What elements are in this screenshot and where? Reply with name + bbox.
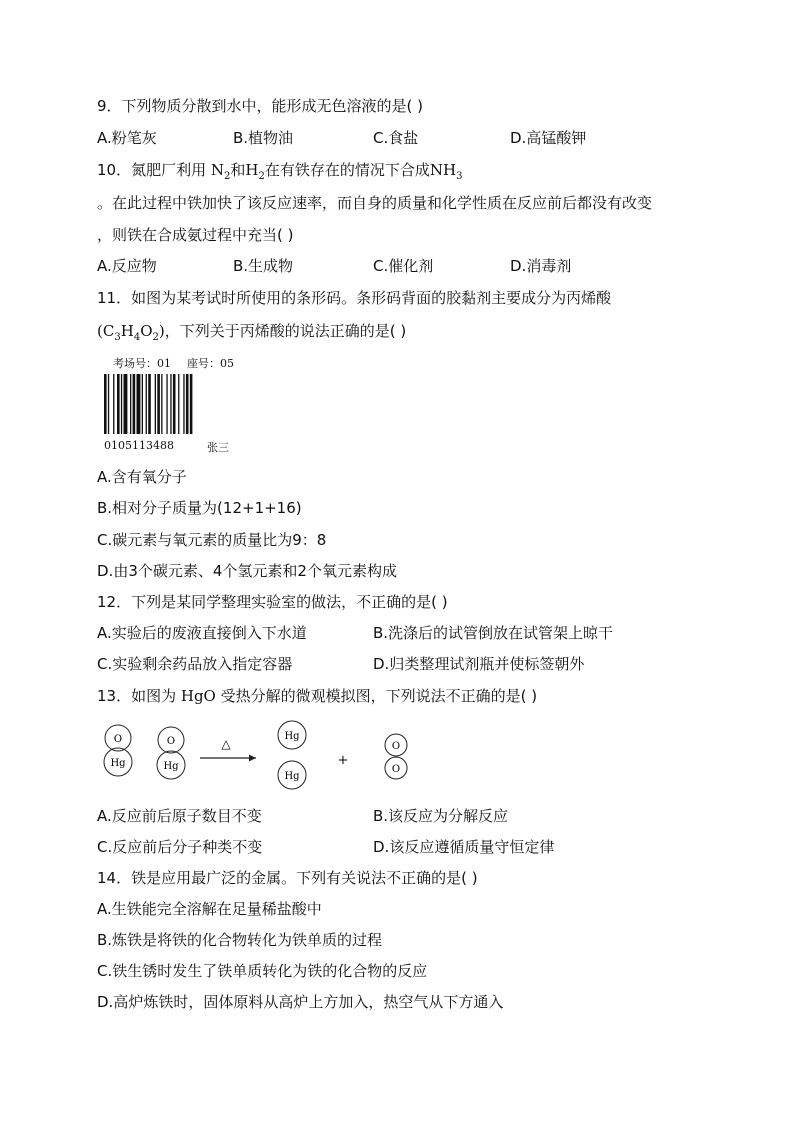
barcode-bar <box>178 374 179 434</box>
barcode-bar <box>142 374 143 434</box>
q11-option-b: B.相对分子质量为(12+1+16) <box>97 499 302 517</box>
q9-option-a: A.粉笔灰 <box>97 129 157 147</box>
o2-molecule <box>385 734 407 779</box>
barcode-bar <box>146 374 147 434</box>
q13-formula: HgO <box>180 687 216 705</box>
barcode-bar <box>161 374 162 434</box>
q11-formula-close: ) <box>158 322 165 340</box>
q13-stem-b: 受热分解的微观模拟图，下列说法不正确的是( ) <box>215 687 538 705</box>
q11-o-sub: 2 <box>152 332 159 343</box>
barcode-bar <box>117 374 120 434</box>
q14-option-c: C.铁生锈时发生了铁单质转化为铁的化合物的反应 <box>97 962 428 980</box>
barcode-bar <box>186 374 189 434</box>
barcode-figure <box>101 352 251 458</box>
atom-o-label: O <box>113 734 123 745</box>
q9-option-d: D.高锰酸钾 <box>510 129 587 147</box>
barcode-bar <box>104 374 107 434</box>
barcode-seat: 座号：05 <box>187 357 234 370</box>
q11-stem2 <box>97 321 406 344</box>
q13-option-c: C.反应前后分子种类不变 <box>97 838 263 856</box>
q10-line2: 。在此过程中铁加快了该反应速率，而自身的质量和化学性质在反应前后都没有改变 <box>97 194 653 212</box>
plus-sign: + <box>337 753 349 768</box>
barcode-bar <box>190 374 193 434</box>
q9-option-c: C.食盐 <box>373 129 419 147</box>
q13-stem-a: 13．如图为 <box>97 687 181 705</box>
barcode-bar <box>108 374 109 434</box>
hgo-decomposition-diagram <box>96 716 426 792</box>
hgo-molecule-1 <box>104 725 132 776</box>
barcode-bar <box>137 374 141 434</box>
atom-hg-label: Hg <box>284 771 300 782</box>
q10-h: H <box>245 161 259 179</box>
atom-hg-label: Hg <box>284 731 300 742</box>
q10-nh: NH <box>429 161 457 179</box>
barcode-room: 考场号：01 <box>113 357 171 370</box>
q12-option-d: D.归类整理试剂瓶并使标签朝外 <box>373 655 585 673</box>
hg-atom-2 <box>278 761 306 789</box>
atom-o-label: O <box>166 736 176 747</box>
q10-and: 和 <box>230 161 246 179</box>
q12-option-c: C.实验剩余药品放入指定容器 <box>97 655 293 673</box>
q13-option-d: D.该反应遵循质量守恒定律 <box>373 838 555 856</box>
q10-n: N <box>210 161 224 179</box>
q11-c-sub: 3 <box>114 332 121 343</box>
reaction-arrow-head <box>249 755 256 762</box>
q10-h-sub: 2 <box>258 171 265 182</box>
barcode-bars <box>104 374 244 434</box>
heat-symbol: △ <box>221 737 231 751</box>
q13-stem <box>97 686 537 706</box>
barcode-bar <box>183 374 184 434</box>
barcode-bar <box>155 374 156 434</box>
barcode-bar <box>166 374 167 434</box>
atom-o-label: O <box>391 741 401 752</box>
q11-option-d: D.由3个碳元素、4个氢元素和2个氧元素构成 <box>97 562 397 580</box>
q10-option-c: C.催化剂 <box>373 257 434 275</box>
q10-option-a: A.反应物 <box>97 257 157 275</box>
q14-option-b: B.炼铁是将铁的化合物转化为铁单质的过程 <box>97 931 383 949</box>
barcode-bar <box>124 374 128 434</box>
barcode-bar <box>133 374 136 434</box>
q10-stem-b: 在有铁存在的情况下合成 <box>264 161 430 179</box>
barcode-bar <box>121 374 122 434</box>
q11-o: O <box>140 322 153 340</box>
barcode-name: 张三 <box>207 441 229 454</box>
barcode-bar <box>148 374 151 434</box>
q11-h-sub: 4 <box>133 332 141 343</box>
q10-nh-sub: 3 <box>456 171 463 182</box>
q9-stem: 9．下列物质分散到水中，能形成无色溶液的是( ) <box>97 97 424 115</box>
q11-stem: 11．如图为某考试时所使用的条形码。条形码背面的胶黏剂主要成分为丙烯酸 <box>97 289 612 307</box>
q10-stem-a: 10．氮肥厂利用 <box>97 161 211 179</box>
barcode-bar <box>157 374 160 434</box>
barcode-bar <box>113 374 114 434</box>
q14-option-a: A.生铁能完全溶解在足量稀盐酸中 <box>97 900 322 918</box>
q13-option-a: A.反应前后原子数目不变 <box>97 807 262 825</box>
q11-option-a: A.含有氧分子 <box>97 468 187 486</box>
barcode-bar <box>170 374 171 434</box>
q11-h: H <box>120 322 134 340</box>
q12-option-b: B.洗涤后的试管倒放在试管架上晾干 <box>373 624 614 642</box>
q9-option-b: B.植物油 <box>233 129 294 147</box>
atom-hg-label: Hg <box>110 758 126 769</box>
q14-option-d: D.高炉炼铁时，固体原料从高炉上方加入，热空气从下方通入 <box>97 993 504 1011</box>
atom-o-label: O <box>391 764 401 775</box>
q10-stem <box>97 160 462 183</box>
barcode-bar <box>173 374 176 434</box>
barcode-number: 0105113488 <box>104 439 174 452</box>
q10-line3: ，则铁在合成氨过程中充当( ) <box>97 226 294 244</box>
q11-stem2-text: ，下列关于丙烯酸的说法正确的是( ) <box>164 322 407 340</box>
q11-formula-open: (C <box>97 322 115 340</box>
q12-option-a: A.实验后的废液直接倒入下水道 <box>97 624 307 642</box>
q12-stem: 12．下列是某同学整理实验室的做法，不正确的是( ) <box>97 593 448 611</box>
q14-stem: 14．铁是应用最广泛的金属。下列有关说法不正确的是( ) <box>97 869 478 887</box>
barcode-bar <box>130 374 131 434</box>
q10-option-d: D.消毒剂 <box>510 257 572 275</box>
q11-option-c: C.碳元素与氧元素的质量比为9：8 <box>97 531 327 549</box>
atom-hg-label: Hg <box>163 761 179 772</box>
q10-n-sub: 2 <box>223 171 231 182</box>
hg-atom-1 <box>278 721 306 749</box>
q10-option-b: B.生成物 <box>233 257 294 275</box>
hgo-molecule-2 <box>157 727 185 779</box>
q13-option-b: B.该反应为分解反应 <box>373 807 509 825</box>
